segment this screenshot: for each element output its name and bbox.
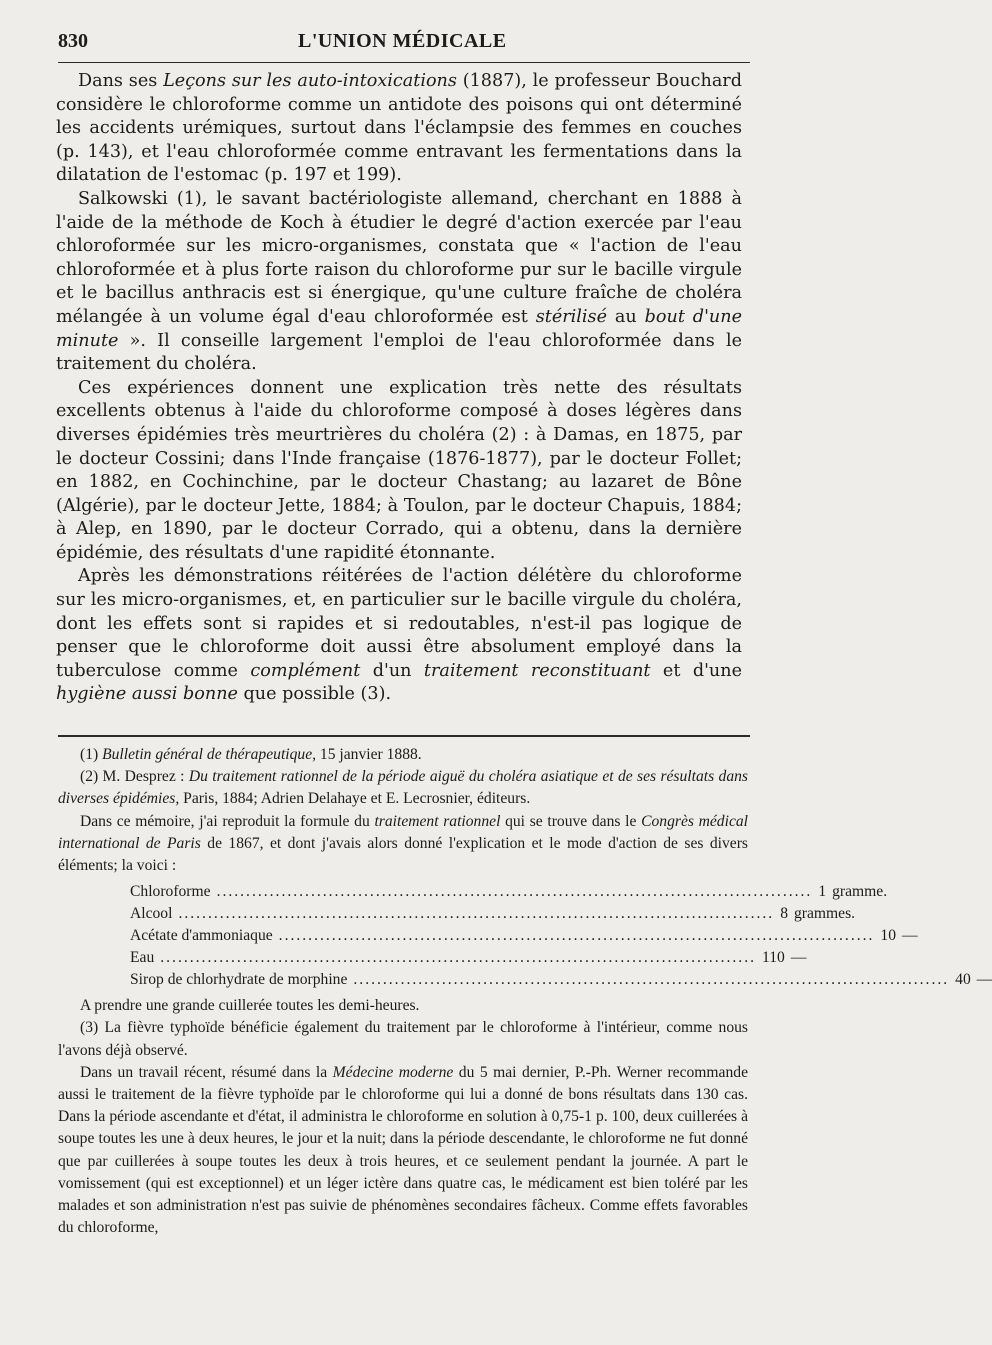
main-text <box>56 70 742 707</box>
paragraph-experiences: Ces expériences donnent une explication très nette des résultats excellents obtenus à l'aide du chloroforme composé à doses légères dans diverses épidémies très meurtrières du choléra (2) : à Damas, en 1875, par le docteur Cossini; dans l'Inde française (1876-1877), par le docteur Follet; en 1882, en Cochinchine, par le docteur Chastang; au lazaret de Bône (Algérie), par le docteur Jette, 1884; à Toulon, par le docteur Chapuis, 1884; à Alep, en 1890, par le docteur Corrado, qui a obtenu, dans la dernière épidémie, des résultats d'une rapidité étonnante. <box>56 377 742 563</box>
formula-row: Eau ..................................................................................................... 110 — <box>130 949 807 967</box>
footnote-1: (1) Bulletin général de thérapeutique, 15 janvier 1888. <box>80 746 422 763</box>
footnote-rule <box>58 735 750 737</box>
formula-row: Chloroforme ..................................................................................................... 1 gramme. <box>130 883 888 901</box>
footnote-3: (3) La fièvre typhoïde bénéficie également du traitement par le chloroforme à l'intérieur, comme nous l'avons déjà observé. <box>58 1019 748 1059</box>
running-header <box>58 30 748 56</box>
paragraph-tuberculose: Après les démonstrations réitérées de l'action délétère du chloroforme sur les micro-organismes, et, en particulier sur le bacille virgule du choléra, dont les effets sont si rapides et si redoutables, n'est-il pas logique de penser que le chloroforme doit aussi être absolument employé dans la tuberculose comme complément d'un traitement reconstituant et d'une hygiène aussi bonne que possible (3). <box>56 566 742 705</box>
journal-title: L'UNION MÉDICALE <box>298 30 507 52</box>
formula-row: Alcool ..................................................................................................... 8 grammes. <box>130 905 856 923</box>
header-rule <box>58 62 750 63</box>
page-number: 830 <box>58 30 88 52</box>
formula-row: Acétate d'ammoniaque ..................................................................................................... 10 — <box>130 927 918 945</box>
formula-table <box>130 881 992 991</box>
formula-row: Sirop de chlorhydrate de morphine ..................................................................................................... 40 — <box>130 971 992 989</box>
footnote-2: (2) M. Desprez : Du traitement rationnel de la période aiguë du choléra asiatique et de ses résultats dans diverses épidémies, Paris, 1884; Adrien Delahaye et E. Lecrosnier, éditeurs. <box>58 768 748 808</box>
footnotes <box>58 744 992 1239</box>
paragraph-bouchard: Dans ses Leçons sur les auto-intoxications (1887), le professeur Bouchard considère le chloroforme comme un antidote des poisons qui ont déterminé les accidents urémiques, surtout dans l'éclampsie des femmes en couches (p. 143), et l'eau chloroformée comme entravant les fermentations dans la dilatation de l'estomac (p. 197 et 199). <box>56 71 742 186</box>
paragraph-salkowski: Salkowski (1), le savant bactériologiste allemand, cherchant en 1888 à l'aide de la méthode de Koch à étudier le degré d'action exercée par l'eau chloroformée sur les micro-organismes, constata que « l'action de l'eau chloroformée et à plus forte raison du chloroforme pur sur le bacille virgule et le bacillus anthracis est si énergique, qu'une culture fraîche de choléra mélangée à un volume égal d'eau chloroformée est stérilisé au bout d'une minute ». Il conseille largement l'emploi de l'eau chloroformée dans le traitement du choléra. <box>56 188 742 375</box>
footnote-3-continued: Dans un travail récent, résumé dans la Médecine moderne du 5 mai dernier, P.-Ph. Werner recommande aussi le traitement de la fièvre typhoïde par le chloroforme qui lui a donné de bons résultats dans 130 cas. Dans la période ascendante et d'état, il administra le chloroforme en solution à 0,75-1 p. 100, deux cuillerées à soupe toutes les une à deux heures, le jour et la nuit; dans la période descendante, le chloroforme ne fut donné que par cuillerées à soupe toutes les deux à trois heures, et ce seulement pendant la journée. A part le vomissement (qui est exceptionnel) et un léger ictère dans quatre cas, le médicament est bien toléré par les malades et son administration n'est pas suivie de phénomènes secondaires fâcheux. Comme effets favorables du chloroforme, <box>58 1063 748 1237</box>
footnote-2-continued: Dans ce mémoire, j'ai reproduit la formule du traitement rationnel qui se trouve dans le Congrès médical international de Paris de 1867, et dont j'avais alors donné l'explication et le mode d'action de ses divers éléments; la voici : <box>58 812 748 875</box>
dosage-line: A prendre une grande cuillerée toutes les demi-heures. <box>80 997 420 1015</box>
